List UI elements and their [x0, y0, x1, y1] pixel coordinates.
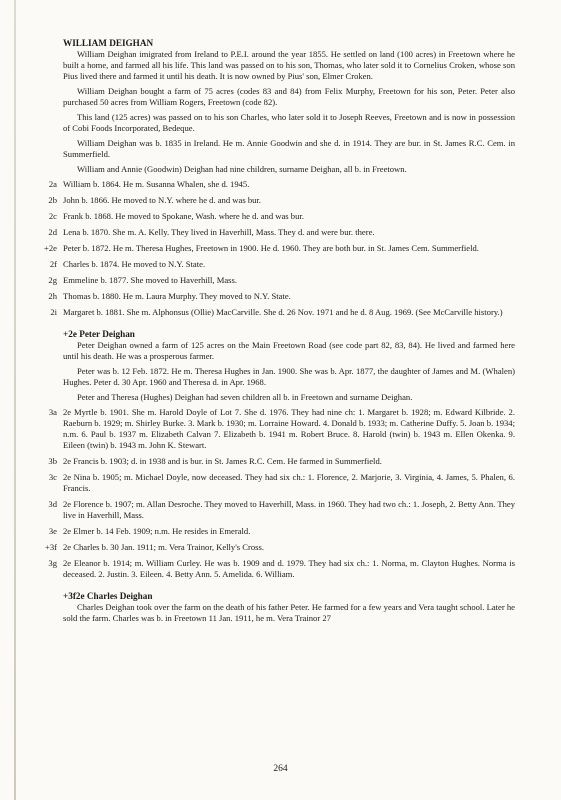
- entry-code: 2i: [50, 307, 57, 317]
- entry-code: 3d: [48, 499, 57, 509]
- paragraph: Charles Deighan took over the farm on the death of his father Peter. He farmed for a few years and Vera taught school. Later he sold the farm. Charles was b. in Freetown 11 Jan. 1911, he m. Vera Trainor 27: [63, 602, 515, 623]
- paragraph: William and Annie (Goodwin) Deighan had nine children, surname Deighan, all b. in Freetown.: [77, 164, 407, 174]
- child-entry: [48, 472, 515, 494]
- child-entry: [48, 407, 515, 451]
- entry-code: 2a: [48, 179, 57, 189]
- binding-edge: [14, 0, 16, 800]
- entry-text: 2e Charles b. 30 Jan. 1911; m. Vera Trainor, Kelly's Cross.: [63, 542, 264, 552]
- child-entry: [48, 179, 515, 190]
- entry-text: William b. 1864. He m. Susanna Whalen, she d. 1945.: [63, 179, 250, 189]
- child-entry: [48, 211, 515, 222]
- section-heading-peter-deighan: +2e Peter Deighan: [63, 329, 135, 339]
- entry-code: 2g: [48, 275, 57, 285]
- paragraph: Peter Deighan owned a farm of 125 acres on the Main Freetown Road (see code part 82, 83, 84). He lived and farmed here until his death. He was a prosperous farmer.: [63, 340, 515, 361]
- entry-text: Margaret b. 1881. She m. Alphonsus (Ollie) MacCarville. She d. 26 Nov. 1971 and he d. 8 Aug. 1969. (See McCarville history.): [63, 307, 503, 317]
- entry-text: Charles b. 1874. He moved to N.Y. State.: [63, 259, 206, 269]
- child-entry: [48, 227, 515, 238]
- entry-code: +3f: [44, 542, 57, 552]
- entry-text: 2e Nina b. 1905; m. Michael Doyle, now deceased. They had six ch.: 1. Florence, 2. Marjorie, 3. Virginia, 4. James, 5. Phalen, 6. Francis.: [63, 472, 515, 493]
- entry-code: +2e: [44, 243, 57, 253]
- child-entry: [49, 259, 515, 270]
- child-entry: [48, 526, 515, 537]
- entry-code: 3b: [48, 456, 57, 466]
- entry-code: 3g: [48, 558, 57, 568]
- entry-code: 3c: [48, 472, 57, 482]
- child-entry: [44, 542, 515, 553]
- entry-text: Frank b. 1868. He moved to Spokane, Wash. where he d. and was bur.: [63, 211, 304, 221]
- page-content: [44, 37, 515, 628]
- entry-code: 2f: [49, 259, 57, 269]
- entry-text: Lena b. 1870. She m. A. Kelly. They lived in Haverhill, Mass. They d. and were bur. there.: [63, 227, 375, 237]
- paragraph: Peter and Theresa (Hughes) Deighan had seven children all b. in Freetown and surname Deighan.: [77, 392, 413, 402]
- entry-text: John b. 1866. He moved to N.Y. where he d. and was bur.: [63, 195, 261, 205]
- paragraph: William Deighan imigrated from Ireland to P.E.I. around the year 1855. He settled on land (100 acres) in Freetown where he built a home, and farmed all his life. This land was passed on to his son, Thomas, who later sold it to Cornelius Croken, whose son Pius lived there and farmed it until his death. It is now owned by Pius' son, Elmer Croken.: [63, 49, 515, 81]
- entry-text: Thomas b. 1880. He m. Laura Murphy. They moved to N.Y. State.: [63, 291, 291, 301]
- paragraph: This land (125 acres) was passed on to his son Charles, who later sold it to Joseph Reeves, Freetown and is now in possession of Cobi Foods Incorporated, Bedeque.: [63, 112, 515, 133]
- section-heading-charles-deighan: +3f2e Charles Deighan: [63, 591, 153, 601]
- entry-code: 2h: [48, 291, 57, 301]
- section-heading-william-deighan: WILLIAM DEIGHAN: [63, 38, 154, 48]
- paragraph: William Deighan was b. 1835 in Ireland. He m. Annie Goodwin and she d. in 1914. They are bur. in St. James R.C. Cem. in Summerfield.: [63, 138, 515, 159]
- child-entry: [50, 307, 515, 318]
- entry-text: 2e Francis b. 1903; d. in 1938 and is bur. in St. James R.C. Cem. He farmed in Summerfield.: [63, 456, 382, 466]
- entry-text: 2e Elmer b. 14 Feb. 1909; n.m. He resides in Emerald.: [63, 526, 251, 536]
- entry-text: Emmeline b. 1877. She moved to Haverhill, Mass.: [63, 275, 237, 285]
- paragraph: William Deighan bought a farm of 75 acres (codes 83 and 84) from Felix Murphy, Freetown for his son, Peter. Peter also purchased 50 acres from William Rogers, Freetown (code 82).: [63, 86, 515, 107]
- child-entry: [48, 195, 515, 206]
- entry-code: 2d: [48, 227, 57, 237]
- child-entry: [48, 499, 515, 521]
- child-entry: [48, 291, 515, 302]
- entry-text: 2e Eleanor b. 1914; m. William Curley. He was b. 1909 and d. 1979. They had six ch.: 1. Norma, m. Clayton Hughes. Norma is deceased. 2. Justin. 3. Eileen. 4. Betty Ann. 5. Amelida. 6. William.: [63, 558, 515, 579]
- child-entry: [48, 456, 515, 467]
- entry-code: 3e: [48, 526, 57, 536]
- entry-text: 2e Myrtle b. 1901. She m. Harold Doyle of Lot 7. She d. 1976. They had nine ch: 1. Margaret b. 1928; m. Edward Kilbride. 2. Raeburn b. 1929; m. Shirley Burke. 3. Mark b. 1930; m. Lorraine Howard. 4. Donald b. 1933; m. Catherine Duffy. 5. Joan b. 1934; n.m. 6. Paul b. 1937 m. Elizabeth Calvan 7. Elizabeth b. 1941 m. Robert Bruce. 8. Harold (twin) b. 1943 m. Ellen Okenka. 9. Eileen (twin) b. 1943 m. John K. Stewart.: [63, 407, 515, 450]
- child-entry: [48, 558, 515, 580]
- entry-code: 3a: [48, 407, 57, 417]
- entry-code: 2b: [48, 195, 57, 205]
- child-entry: [44, 243, 515, 254]
- entry-code: 2c: [48, 211, 57, 221]
- child-entry: [48, 275, 515, 286]
- page-number: 264: [273, 764, 288, 774]
- entry-text: Peter b. 1872. He m. Theresa Hughes, Freetown in 1900. He d. 1960. They are both bur. in St. James Cem. Summerfield.: [63, 243, 479, 253]
- entry-text: 2e Florence b. 1907; m. Allan Desroche. They moved to Haverhill, Mass. in 1960. They had two ch.: 1. Joseph, 2. Betty Ann. They live in Haverhill, Mass.: [63, 499, 515, 520]
- paragraph: Peter was b. 12 Feb. 1872. He m. Theresa Hughes in Jan. 1900. She was b. Apr. 1877, the daughter of James and M. (Whalen) Hughes. Peter d. 30 Apr. 1960 and Theresa d. in Apr. 1968.: [63, 366, 515, 387]
